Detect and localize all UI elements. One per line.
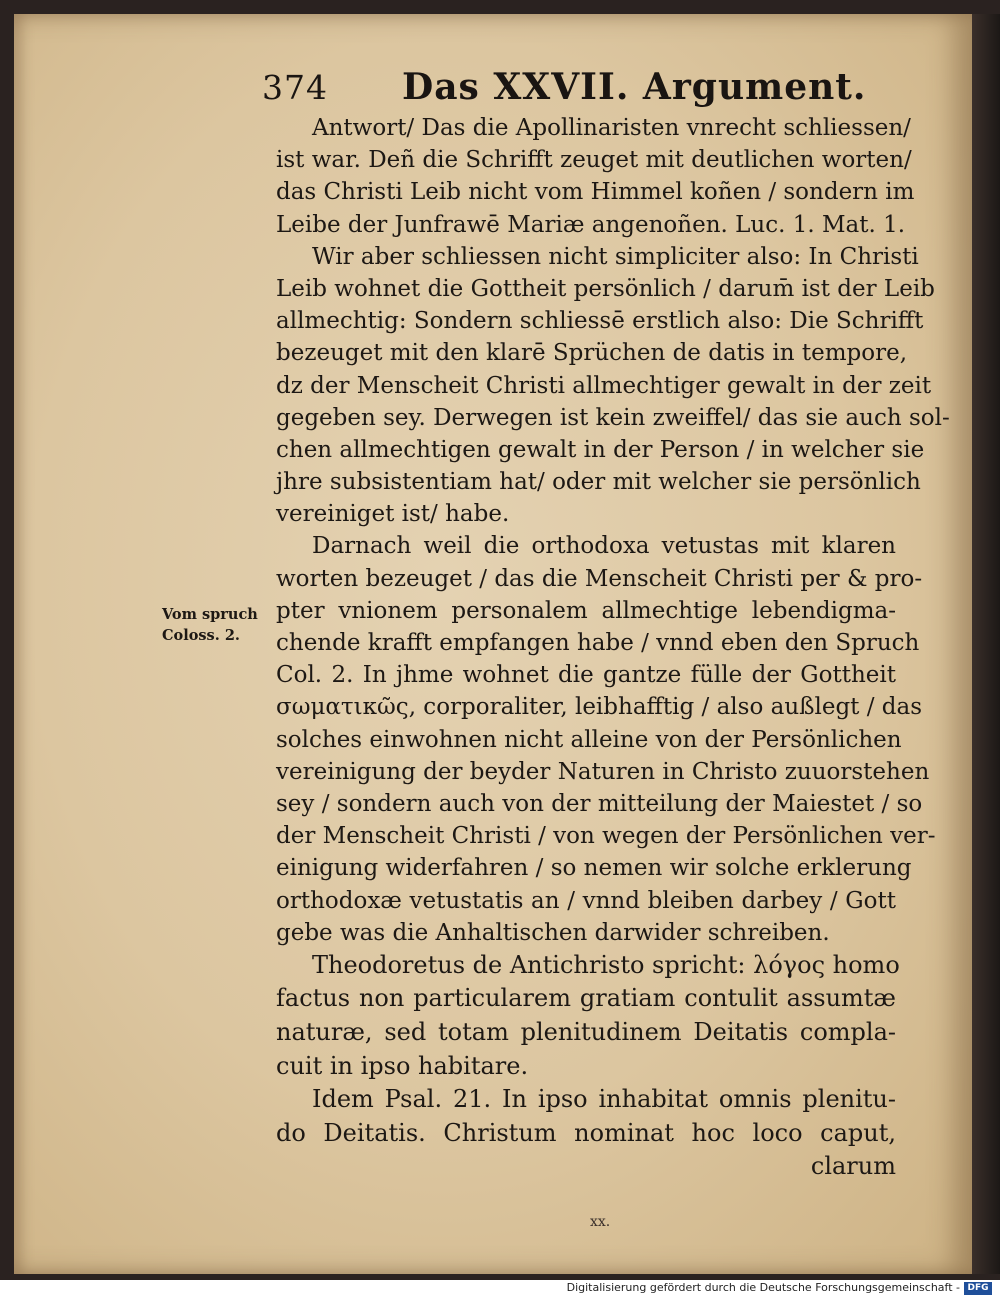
running-head: [262, 62, 902, 112]
text-line: naturæ, sed totam plenitudinem Deitatis compla-: [276, 1018, 896, 1047]
text-line: sey / sondern auch von der mitteilung der Maiestet / so: [276, 790, 923, 817]
text-line: cuit in ipso habitare.: [276, 1051, 529, 1080]
signature-mark: xx.: [590, 1214, 611, 1230]
margin-note: [162, 604, 272, 646]
text-line: vereiniget ist/ habe.: [276, 501, 510, 528]
text-line: chende krafft empfangen habe / vnnd eben den Spruch: [276, 630, 920, 656]
text-line: bezeuget mit den klarē Sprüchen de datis in tempore,: [276, 340, 908, 367]
page-number: 374: [262, 68, 328, 107]
dfg-logo: DFG: [964, 1282, 992, 1295]
text-line: gebe was die Anhaltischen darwider schreiben.: [276, 919, 830, 946]
text-line: worten bezeuget / das die Menscheit Christi per & pro-: [276, 565, 923, 592]
text-line: chen allmechtigen gewalt in der Person / in welcher sie: [276, 436, 925, 463]
text-line: ist war. Deñ die Schrifft zeuget mit deutlichen worten/: [276, 147, 912, 174]
text-line: factus non particularem gratiam contulit assumtæ: [276, 984, 896, 1013]
book-gutter: [972, 14, 1000, 1274]
catchword: clarum: [810, 1152, 896, 1181]
text-line: einigung widerfahren / so nemen wir solche erklerung: [276, 855, 912, 882]
text-line: Leib wohnet die Gottheit persönlich / darum̄ ist der Leib: [276, 275, 935, 302]
margin-note-line: Vom spruch: [162, 606, 258, 623]
text-line: pter vnionem personalem allmechtige lebendigma-: [276, 597, 896, 624]
running-head-title: Das XXVII. Argument.: [402, 66, 867, 108]
text-line: Leibe der Junfrawē Mariæ angenoñen. Luc. 1. Mat. 1.: [276, 211, 906, 238]
text-line: Col. 2. In jhme wohnet die gantze fülle der Gottheit: [276, 662, 896, 689]
text-line: Antwort/ Das die Apollinaristen vnrecht schliessen/: [312, 115, 911, 141]
text-line: jhre subsistentiam hat/ oder mit welcher sie persönlich: [276, 469, 921, 496]
text-line: gegeben sey. Derwegen ist kein zweiffel/ das sie auch sol-: [276, 404, 950, 431]
digitization-footer: [0, 1280, 1000, 1298]
text-line: Wir aber schliessen nicht simpliciter also: In Christi: [312, 243, 919, 270]
text-line: vereinigung der beyder Naturen in Christo zuuorstehen: [276, 758, 930, 785]
text-line: σωματικῶς, corporaliter, leibhafftig / also außlegt / das: [276, 694, 923, 721]
body-text: [276, 112, 950, 1184]
text-line: dz der Menscheit Christi allmechtiger gewalt in der zeit: [276, 372, 932, 399]
footer-credit: Digitalisierung gefördert durch die Deutsche Forschungsgemeinschaft -: [566, 1281, 960, 1294]
text-line: Darnach weil die orthodoxa vetustas mit klaren: [312, 533, 896, 560]
text-line: Idem Psal. 21. In ipso inhabitat omnis plenitu-: [312, 1085, 896, 1114]
text-line: do Deitatis. Christum nominat hoc loco caput,: [276, 1118, 896, 1147]
text-line: Theodoretus de Antichristo spricht: λόγος homo: [312, 950, 900, 979]
text-line: das Christi Leib nicht vom Himmel koñen / sondern im: [276, 179, 915, 206]
margin-note-line: Coloss. 2.: [162, 627, 240, 644]
text-line: allmechtig: Sondern schliessē erstlich also: Die Schrifft: [276, 308, 924, 335]
text-line: solches einwohnen nicht alleine von der Persönlichen: [276, 726, 902, 753]
text-line: orthodoxæ vetustatis an / vnnd bleiben darbey / Gott: [276, 887, 896, 914]
text-line: der Menscheit Christi / von wegen der Persönlichen ver-: [276, 823, 936, 850]
